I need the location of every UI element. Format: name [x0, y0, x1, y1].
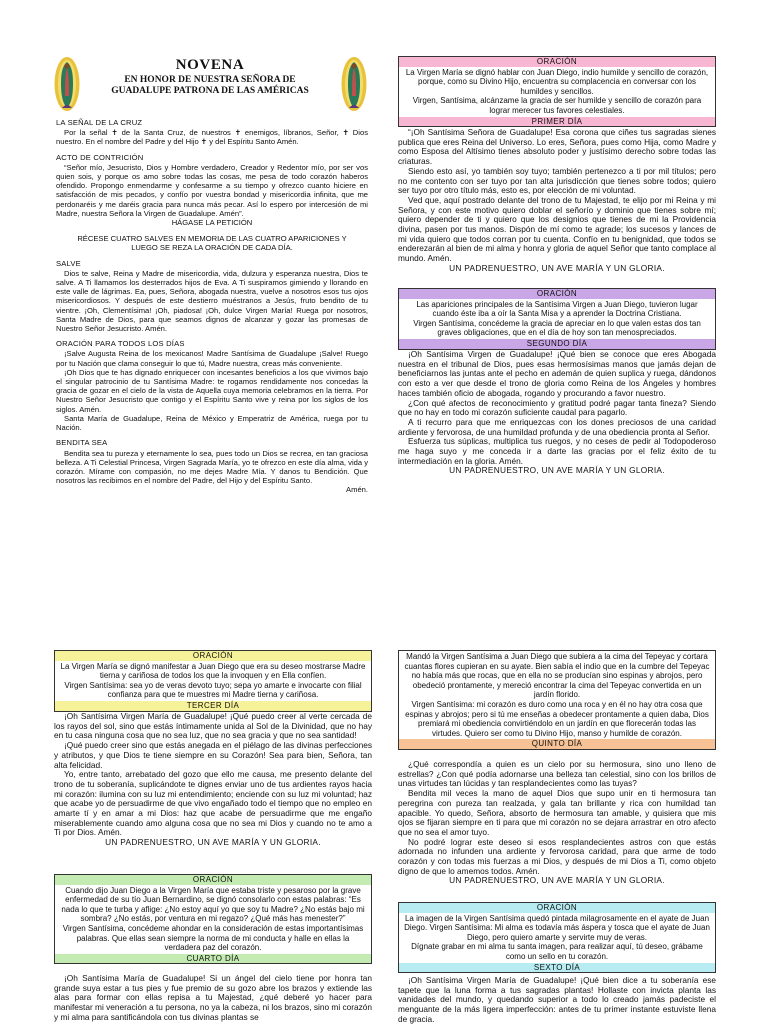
day2-closing: UN PADRENUESTRO, UN AVE MARÍA Y UN GLORIA. [449, 465, 665, 476]
virgin-of-guadalupe-icon-left [54, 56, 80, 112]
oracion-text: La imagen de la Virgen Santísima quedó pintada milagrosamente en el ayate de Juan Diego. Virgen Santísima: Mi alma es todavía más áspera y tosca que el ayate de Juan Diego, pero quiero amarte y servirte muy de veras. Dígnate grabar en mi alma tu santa imagen, para realizar aquí, tú deseo, grábame como un sello en tu corazón. [404, 913, 710, 961]
salve-text: Dios te salve, Reina y Madre de misericordia, vida, dulzura y esperanza nuestra, Dios te salve. A Ti llamamos los desterrados hijos de Eva. A Ti suspiramos gimiendo y llorando en este valle de lágrimas. Ea, pues, Señora, abogada nuestra, vuelve a nosotros esos tus ojos misericordiosos. Y después de este destierro muéstranos a Jesús, fruto bendito de tu vientre. ¡Oh, Clementísima! ¡Oh, piadosa! ¡Oh, dulce Virgen María! Ruega por nosotros, Santa Madre de Dios, para que seamos dignos de alcanzar y gozar las promesas de Nuestro Señor Jesucristo. Amén. [56, 268, 368, 334]
dia-label-tercer: TERCER DÍA [55, 701, 371, 711]
oracion-box-day2 [398, 288, 716, 350]
day3-p2: ¡Qué puedo creer sino que estás anegada en el piélago de las divinas perfecciones y atributos, y que Dios te tiene siempre en su Corazón! Sea para bien, Señora, tan alta felicidad. [54, 740, 372, 770]
oracion-text: La Virgen María se dignó manifestar a Juan Diego que era su deseo mostrarse Madre tierna y cariñosa de todos los que la invoquen y en Ella confíen. Virgen Santísima: sea yo de veras devoto tuyo; sepa yo amarte e invocarte con filial confianza para que te muestres mi Madre tierna y cariñosa. [60, 661, 366, 700]
rece-instruction-line1: RÉCESE CUATRO SALVES EN MEMORIA DE LAS CUATRO APARICIONES Y [77, 234, 347, 244]
oracion-box-day3 [54, 650, 372, 712]
virgin-of-guadalupe-icon-right [341, 56, 367, 112]
day2-p2: ¿Con qué afectos de reconocimiento y gratitud podré pagar tanta fineza? Siendo que no hay en todo mi corazón suficiente caudal para pagarlo. [398, 397, 716, 418]
dia-label-segundo: SEGUNDO DÍA [399, 339, 715, 349]
oracion-todos-p3: Santa María de Guadalupe, Reina de México y Emperatriz de América, ruega por tu Nación. [56, 413, 368, 433]
oracion-label: ORACIÓN [399, 57, 715, 67]
day1-closing: UN PADRENUESTRO, UN AVE MARÍA Y UN GLORIA. [449, 262, 665, 273]
contricion-text: “Señor mío, Jesucristo, Dios y Hombre verdadero, Creador y Redentor mío, por ser vos quien sois, y porque os amo sobre todas las cosas, me pesa de todo corazón haberos ofendido. Propongo enmendarme y confesarme a su tiempo y ofrezco cuanto hiciere en satisfacción de mis pecados, y confío por vuestra bondad y misericordia infinita, que me perdonaréis y me daréis gracia para nunca más pecar. Así lo espero por intercesión de mi Madre, nuestra Señora la Virgen de Guadalupe. Amén”. [56, 162, 368, 218]
cruz-title: LA SEÑAL DE LA CRUZ [56, 118, 143, 127]
day2-p4: Esfuerza tus súplicas, multiplica tus ruegos, y no ceses de pedir al Todopoderoso me haga suyo y me conceda ir a darte las gracias por el feliz éxito de tu intermediación en la gloria. Amén. [398, 436, 716, 466]
dia-label-cuarto: CUARTO DÍA [55, 954, 371, 964]
oracion-label: ORACIÓN [55, 875, 371, 885]
left-prayers-column [56, 118, 368, 495]
day2-p3: A ti recurro para que me enriquezcas con los dones preciosos de una caridad ardiente y fervorosa, de una humildad profunda y de una obediencia pronta al Señor. [398, 416, 716, 437]
day4-p1: ¡Oh Santísima María de Guadalupe! Si un ángel del cielo tiene por honra tan grande suya estar a tus pies y fue premio de su gozo abre los brazos y extiende las alas para formar con ellas repisa a tu Majestad, ¿qué deberé yo hacer para manifestar mi veneración a tu persona, no ya la cabeza, ni los brazos, sino mi corazón y mi alma para santificándola con tus divinas plantas se [54, 974, 372, 1022]
oracion-text: La Virgen María se dignó hablar con Juan Diego, indio humilde y sencillo de corazón, porque, como su Divino Hijo, encuentra su complacencia en conversar con los humildes y sencillos. Virgen, Santísima, alcánzame la gracia de ser humilde y sencillo de corazón para lograr merecer tus favores celestiales. [405, 67, 709, 115]
novena-title: NOVENA [175, 57, 245, 73]
dia-label-quinto: QUINTO DÍA [399, 739, 715, 749]
day5-closing: UN PADRENUESTRO, UN AVE MARÍA Y UN GLORIA. [449, 875, 665, 886]
oracion-todos-p1: ¡Salve Augusta Reina de los mexicanos! Madre Santísima de Guadalupe ¡Salve! Ruego por tu Nación que clama conseguir lo que tú, Madre nuestra, creas más conveniente. [56, 349, 368, 368]
day2-body [398, 350, 716, 476]
oracion-todos-p2: ¡Oh Dios que te has dignado enriquecer con incesantes beneficios a los que vivimos bajo el singular patrocinio de tu Santísima Madre: te rogamos rendidamente nos concedas la gracia de gozar en el cielo de la vista de Aquella cuya memoria celebramos en la tierra. Por Nuestro Señor Jesucristo que contigo y el Espíritu Santo vive y reina por los siglos de los siglos. Amén. [56, 367, 368, 414]
dia-label-primer: PRIMER DÍA [399, 117, 715, 127]
oracion-todos-title: ORACIÓN PARA TODOS LOS DÍAS [56, 339, 185, 349]
day1-p3: Ved que, aquí postrado delante del trono de tu Majestad, te elijo por mi Reina y mi Señora, y con este motivo quiero doblar el señorío y dominio que tienes sobre mí; quiero depender de ti y quiero que los designios que tienes de mi la Providencia divina, pasen por tus manos. Dispón de mí como te agrade; los sucesos y lances de mi vida quiero que todos corran por tu cuenta. Confío en tu benignidad, que todos se enderezarán al bien de mi alma y honra y gloria de aquel Señor que tanto complace al mundo. Amén. [398, 194, 716, 264]
oracion-label: ORACIÓN [55, 651, 371, 661]
rece-instruction-line2: LUEGO SE REZA LA ORACIÓN DE CADA DÍA. [131, 243, 293, 253]
day3-body [54, 712, 372, 848]
day4-body [54, 974, 372, 1024]
cruz-text: Por la señal ✝ de la Santa Cruz, de nuestros ✝ enemigos, líbranos, Señor, ✝ Dios nuestro. En el nombre del Padre y del Hijo ✝ y del Espíritu Santo Amén. [56, 128, 368, 147]
day2-p1: ¡Oh Santísima Virgen de Guadalupe! ¡Qué bien se conoce que eres Abogada nuestra en el tribunal de Dios, pues esas hermosísimas manos que jamás dejan de beneficiarnos las juntas ante el pecho en ademán de quien suplica y ruega, dándonos con esto a ver que desde el trono de gloria como Reina de los Ángeles y hombres haces también oficio de abogada, rogando y procurando a favor nuestro. [398, 349, 716, 398]
day3-closing: UN PADRENUESTRO, UN AVE MARÍA Y UN GLORIA. [105, 837, 321, 848]
oracion-box-day6 [398, 902, 716, 973]
day5-body [398, 760, 716, 886]
oracion-label: ORACIÓN [399, 289, 715, 299]
oracion-label: ORACIÓN [399, 903, 715, 913]
oracion-text: Las apariciones principales de la Santísima Virgen a Juan Diego, tuvieron lugar cuando éste iba a oír la Santa Misa y a aprender la Doctrina Cristiana. Virgen Santísima, concédeme la gracia de apreciar en lo que valen estas dos tan graves obligaciones, que en el día de hoy son tan menospreciados. [413, 299, 701, 338]
oracion-text: Cuando dijo Juan Diego a la Virgen María que estaba triste y pesaroso por la grave enfermedad de su tío Juan Bernardino, se dignó consolarlo con estas palabras: “Es nada lo que te turba y aflige: ¿No estoy aquí yo que soy tu Madre? ¿No estás bajo mi sombra? ¿No estás, por ventura en mi regazo? ¿Qué más has menester?” Virgen Santísima, concédeme ahondar en la consideración de estas importantísimas palabras. Que ellas sean siempre la norma de mi conducta y halle en ellas la verdadera paz del corazón. [61, 885, 365, 953]
day1-p2: Siendo esto así, yo también soy tuyo; también pertenezco a ti por mil títulos; pero no me contento con ser tuyo por tan alta jurisdicción que tienes sobre todos; quiero ser tuyo por otro título más, esto es, por elección de mi voluntad. [398, 165, 716, 196]
day5-p2: Bendita mil veces la mano de aquel Dios que supo unir en ti hermosura tan peregrina con pureza tan realzada, y gala tan brillante y rica con humildad tan apacible. Yo quedo, Señora, absorto de hermosura tan amable, y quisiera que mis ojos se fijaran siempre en ti para que mi corazón no se dejara arrastrar en otro afecto que no sea el amor tuyo. [398, 788, 716, 837]
novena-subtitle-line1: EN HONOR DE NUESTRA SEÑORA DE [124, 75, 296, 85]
day3-p3: Yo, entre tanto, arrebatado del gozo que ello me causa, me presento delante del trono de tu soberanía, suplicándote te dignes enviar uno de tus ardientes rayos hacia mi corazón: ilumina con su luz mi entendimiento; enciende con su luz mi voluntad; haz que acabe yo de persuadirme de que vivo engañado todo el tiempo que no empleo en amarte tí y en amar a mi Dios: haz que acabe de persuadirme que me engaño miserablemente cuando amo alguna cosa que no sea mi Dios y cuando no te amo a Ti por Dios. Amén. [54, 769, 372, 838]
salve-title: SALVE [56, 258, 81, 268]
bendita-amen: Amén. [346, 485, 368, 495]
peticion-label: HÁGASE LA PETICIÓN [171, 218, 253, 228]
oracion-text: Mandó la Virgen Santísima a Juan Diego que subiera a la cima del Tepeyac y cortara cuantas flores cupieran en su ayate. Bien sabía el indio que en la cumbre del Tepeyac no había más que rocas, que en ella no se producían sino espinas y abrojos, pero obedeció prontamente, y mereció encontrar la cima del Tepeyac convertida en un jardín florido. Virgen Santísima: mi corazón es duro como una roca y en él no hay otra cosa que espinas y abrojos; pero si tú me enseñas a obedecer prontamente a quien daba, Dios premiará mi obediencia convirtiéndolo en un jardín en que florecerán todas las virtudes. Quiero ser como tu Divino Hijo, manso y humilde de corazón. [399, 651, 715, 739]
oracion-box-day5 [398, 650, 716, 750]
dia-label-sexto: SEXTO DÍA [399, 963, 715, 973]
day1-body [398, 128, 716, 274]
day3-p1: ¡Oh Santísima Virgen María de Guadalupe! ¡Qué puedo creer al verte cercada de los rayos del sol, sino que estás íntimamente unida al Sol de la Divinidad, que no hay en tu casa ninguna cosa que no sea luz, que no sea gracia y que no sea santidad! [54, 711, 372, 741]
day6-body [398, 976, 716, 1024]
day5-p3: No podré lograr este deseo si esos resplandecientes astros con que estás adornada no infunden una ardiente y fervorosa caridad, para que arme de todo corazón y con todas mis fuerzas a mi Dios, y después de mi Dios a Ti, como objeto digno de que lo amemos todos. Amén. [398, 836, 716, 876]
oracion-box-day1 [398, 56, 716, 127]
contricion-title: ACTO DE CONTRICIÓN [56, 152, 144, 162]
day6-p1: ¡Oh Santísima Virgen María de Guadalupe! ¡Qué bien dice a tu soberanía ese tapete que la luna forma a tus sagradas plantas! Hollaste con invicta planta las vanidades del mundo, y quedando superior a todo lo creado jamás padeciste el menguante de la más ligera imperfección: antes de tu primer instante estuviste llena de gracia. [398, 976, 716, 1024]
day1-p1: “¡Oh Santísima Señora de Guadalupe! Esa corona que ciñes tus sagradas sienes publica que eres Reina del Universo. Lo eres, Señora, pues como Hija, como Madre y como Esposa del Altísimo tienes absoluto poder y justísimo derecho sobre todas las criaturas. [398, 127, 716, 167]
bendita-title: BENDITA SEA [56, 438, 108, 448]
bendita-text: Bendita sea tu pureza y eternamente lo sea, pues todo un Dios se recrea, en tan graciosa belleza. A Ti Celestial Princesa, Virgen Sagrada María, yo te ofrezco en este día alma, vida y corazón. Mírame con compasión, no me dejes Madre Mía. Y danos tu Bendición. Que nosotros las recibimos en el nombre del Padre, del Hijo y del Espíritu Santo. [56, 448, 368, 486]
day5-p1: ¿Qué correspondía a quien es un cielo por su hermosura, sino uno lleno de estrellas? ¿Con qué podía adornarse una belleza tan celestial, sino con los brillos de unas virtudes tan lúcidas y tan resplandecientes como las tuyas? [398, 759, 716, 789]
novena-subtitle-line2: GUADALUPE PATRONA DE LAS AMÉRICAS [111, 86, 309, 96]
oracion-box-day4 [54, 874, 372, 964]
